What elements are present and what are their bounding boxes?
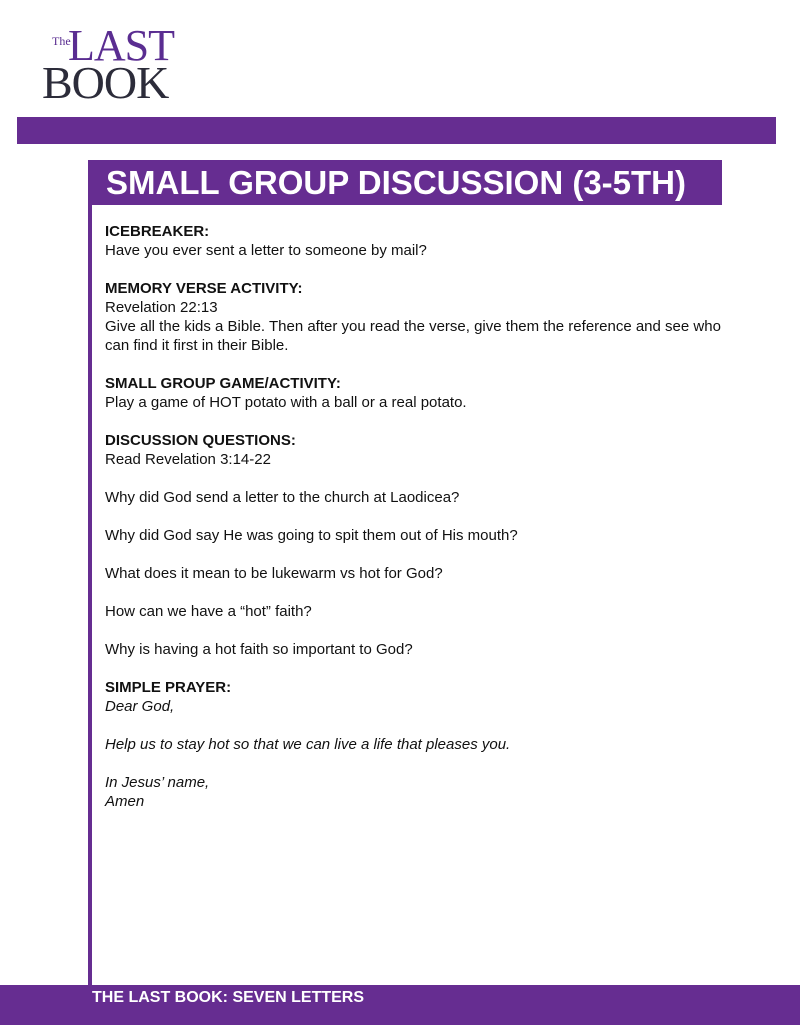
prayer-heading: SIMPLE PRAYER:	[105, 679, 232, 696]
discussion-heading: DISCUSSION QUESTIONS:	[105, 432, 296, 449]
prayer-closing: In Jesus’ name,	[105, 774, 210, 791]
prayer-body: Help us to stay hot so that we can live a life that pleases you.	[105, 736, 511, 753]
logo-last-text: LAST	[68, 21, 174, 70]
prayer-amen: Amen	[105, 793, 145, 810]
game-heading: SMALL GROUP GAME/ACTIVITY:	[105, 375, 341, 392]
lesson-content	[105, 222, 725, 811]
prayer-greeting: Dear God,	[105, 698, 175, 715]
icebreaker-heading: ICEBREAKER:	[105, 223, 210, 240]
discussion-question: How can we have a “hot” faith?	[105, 603, 312, 620]
game-text: Play a game of HOT potato with a ball or a real potato.	[105, 394, 467, 411]
logo-book-text: BOOK	[42, 57, 169, 108]
discussion-question: Why is having a hot faith so important to God?	[105, 641, 413, 658]
page-title: SMALL GROUP DISCUSSION (3-5TH)	[88, 160, 722, 205]
logo	[42, 21, 174, 108]
memory-verse-text: Give all the kids a Bible. Then after you read the verse, give them the reference and see who can find it first in their Bible.	[105, 318, 721, 354]
memory-verse-heading: MEMORY VERSE ACTIVITY:	[105, 280, 303, 297]
logo-the-text: The	[52, 34, 71, 48]
icebreaker-text: Have you ever sent a letter to someone by mail?	[105, 242, 427, 259]
header-divider-bar	[17, 117, 776, 144]
memory-verse-reference: Revelation 22:13	[105, 299, 218, 316]
discussion-reading: Read Revelation 3:14-22	[105, 451, 271, 468]
left-margin-rule	[88, 160, 92, 990]
discussion-question: Why did God say He was going to spit them out of His mouth?	[105, 527, 518, 544]
discussion-question: What does it mean to be lukewarm vs hot for God?	[105, 565, 443, 582]
discussion-question: Why did God send a letter to the church at Laodicea?	[105, 489, 460, 506]
footer-series-title: THE LAST BOOK: SEVEN LETTERS	[0, 985, 800, 1025]
